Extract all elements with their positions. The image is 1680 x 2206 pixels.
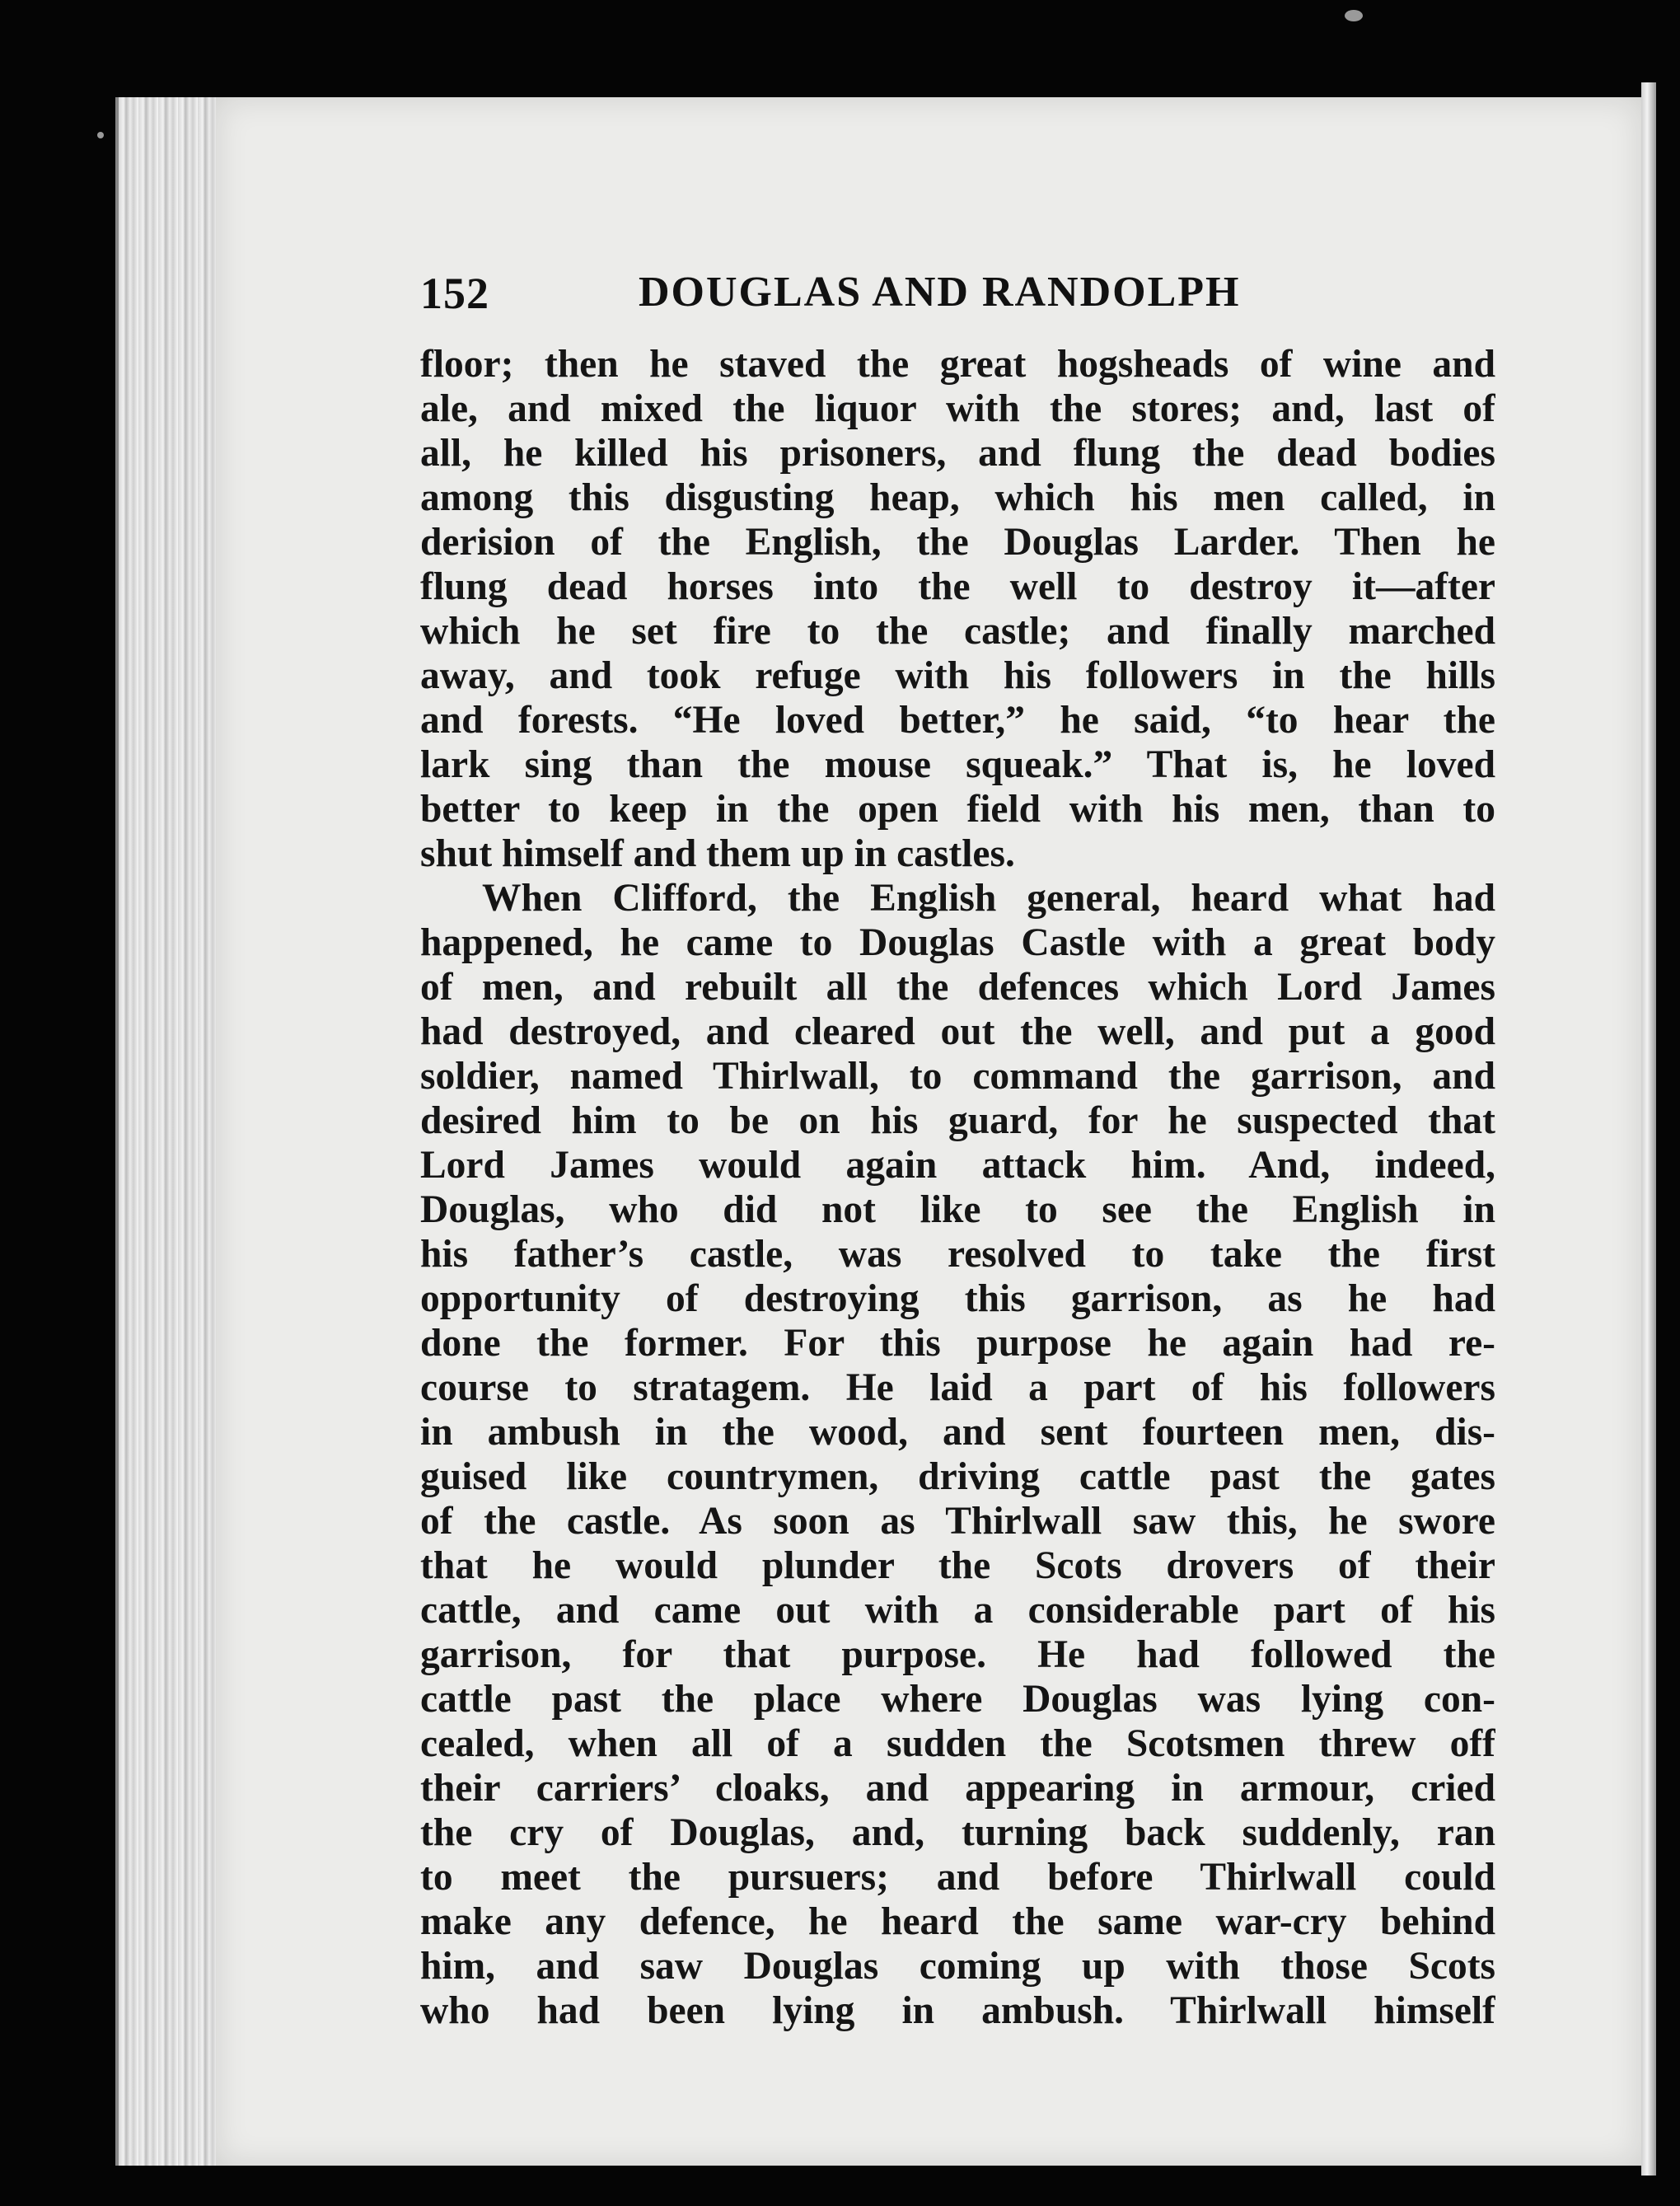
text-line: better to keep in the open field with his men, than to [420,788,1495,831]
running-header [420,268,1500,334]
text-line: desired him to be on his guard, for he suspected that [420,1099,1495,1142]
text-line: had destroyed, and cleared out the well, and put a good [420,1010,1495,1053]
text-line: his father’s castle, was resolved to take the first [420,1233,1495,1276]
text-line: When Clifford, the English general, heard what had [482,877,1495,920]
text-line: the cry of Douglas, and, turning back suddenly, ran [420,1811,1495,1854]
text-line: Lord James would again attack him. And, indeed, [420,1144,1495,1187]
page-gutter-edge [1641,82,1656,2176]
text-line: Douglas, who did not like to see the English in [420,1188,1495,1231]
text-line: who had been lying in ambush. Thirlwall himself [420,1989,1495,2032]
text-line: opportunity of destroying this garrison, as he had [420,1277,1495,1320]
text-line: floor; then he staved the great hogsheads of wine and [420,343,1495,386]
text-line: guised like countrymen, driving cattle past the gates [420,1455,1495,1498]
text-line: course to stratagem. He laid a part of his followers [420,1366,1495,1409]
text-line: him, and saw Douglas coming up with those Scots [420,1945,1495,1988]
text-line: cattle past the place where Douglas was lying con- [420,1678,1495,1721]
text-line: which he set fire to the castle; and finally marched [420,610,1495,653]
text-line: to meet the pursuers; and before Thirlwall could [420,1856,1495,1899]
scan-speck [97,132,104,138]
text-line: derision of the English, the Douglas Larder. Then he [420,521,1495,564]
page-number: 152 [420,269,489,318]
text-line: lark sing than the mouse squeak.” That is, he loved [420,743,1495,786]
text-line: cattle, and came out with a considerable part of his [420,1589,1495,1632]
text-line: happened, he came to Douglas Castle with a great body [420,921,1495,964]
text-line: cealed, when all of a sudden the Scotsmen threw off [420,1722,1495,1765]
text-line: of the castle. As soon as Thirlwall saw this, he swore [420,1500,1495,1543]
text-line: done the former. For this purpose he again had re- [420,1322,1495,1365]
text-line: away, and took refuge with his followers in the hills [420,654,1495,697]
body-text [420,342,1495,2033]
running-title: DOUGLAS AND RANDOLPH [639,269,1241,316]
text-line: of men, and rebuilt all the defences which Lord James [420,966,1495,1009]
text-line: garrison, for that purpose. He had followed the [420,1633,1495,1676]
paragraph [420,876,1495,2033]
text-line: soldier, named Thirlwall, to command the garrison, and [420,1055,1495,1098]
text-line: flung dead horses into the well to destroy it—after [420,565,1495,608]
text-line: ale, and mixed the liquor with the stores; and, last of [420,387,1495,430]
text-line: all, he killed his prisoners, and flung the dead bodies [420,432,1495,475]
text-line: make any defence, he heard the same war-cry behind [420,1900,1495,1943]
text-line: in ambush in the wood, and sent fourteen men, dis- [420,1411,1495,1454]
text-line: that he would plunder the Scots drovers of their [420,1544,1495,1587]
scan-speck [1345,10,1363,21]
book-fore-edge [115,97,226,2166]
text-line: shut himself and them up in castles. [420,832,1015,875]
text-line: their carriers’ cloaks, and appearing in armour, cried [420,1767,1495,1810]
text-line: among this disgusting heap, which his men called, in [420,476,1495,519]
paragraph [420,342,1495,876]
text-line: and forests. “He loved better,” he said, “to hear the [420,699,1495,742]
